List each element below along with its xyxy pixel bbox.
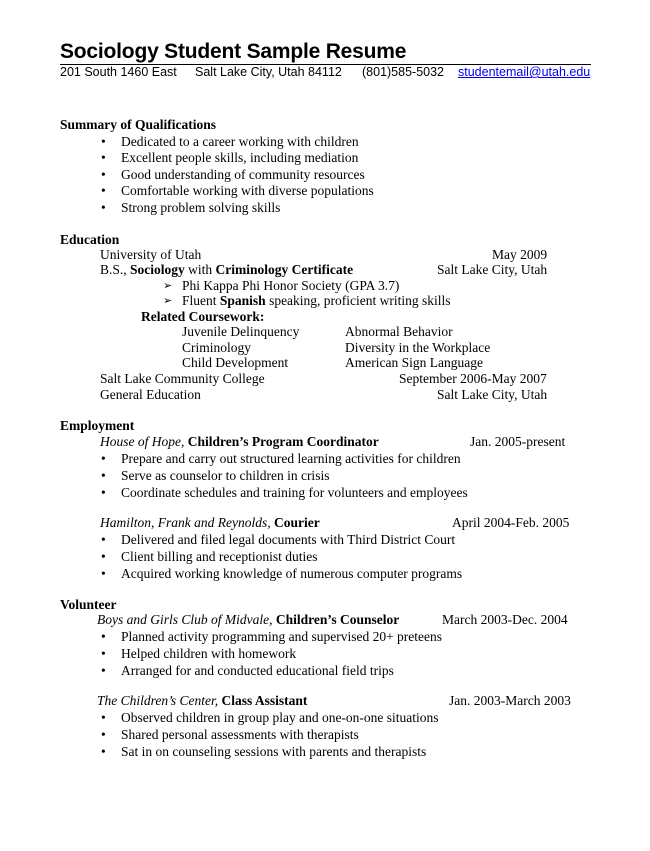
- job-date: April 2004-Feb. 2005: [452, 515, 570, 530]
- arrow-bullet-icon: ➢: [163, 295, 173, 307]
- job-title-line: Hamilton, Frank and Reynolds, Courier: [100, 515, 320, 530]
- job-date: Jan. 2003-March 2003: [449, 693, 571, 708]
- course-item: Diversity in the Workplace: [345, 340, 491, 355]
- summary-item: • Dedicated to a career working with children: [101, 134, 359, 149]
- job-duty: • Coordinate schedules and training for volunteers and employees: [101, 485, 468, 500]
- job-title-line: The Children’s Center, Class Assistant: [97, 693, 308, 708]
- honor-item: ➢ Phi Kappa Phi Honor Society (GPA 3.7): [163, 278, 400, 293]
- coursework-heading: Related Coursework:: [141, 309, 265, 324]
- school-name: University of Utah: [100, 247, 202, 262]
- job-duty: • Acquired working knowledge of numerous computer programs: [101, 566, 463, 581]
- language-item: ➢ Fluent Spanish speaking, proficient writing skills: [163, 293, 451, 308]
- school-name: Salt Lake Community College: [100, 371, 265, 386]
- school-program: General Education: [100, 387, 201, 402]
- volunteer-heading: Volunteer: [60, 597, 117, 612]
- job-date: March 2003-Dec. 2004: [442, 612, 568, 627]
- job-title-line: House of Hope, Children’s Program Coordinator: [100, 434, 379, 449]
- job-duty: • Sat in on counseling sessions with parents and therapists: [101, 744, 427, 759]
- job-duty: • Client billing and receptionist duties: [101, 549, 318, 564]
- degree-line: B.S., Sociology with Criminology Certificate: [100, 262, 354, 277]
- summary-item: • Comfortable working with diverse populations: [101, 183, 374, 198]
- job-title-line: Boys and Girls Club of Midvale, Children’s Counselor: [97, 612, 400, 627]
- employment-heading: Employment: [60, 418, 135, 433]
- contact-city: Salt Lake City, Utah 84112: [195, 65, 342, 79]
- course-item: Juvenile Delinquency: [182, 324, 300, 339]
- school-location: Salt Lake City, Utah: [437, 262, 548, 277]
- summary-item: • Excellent people skills, including mediation: [101, 150, 359, 165]
- school-date: May 2009: [492, 247, 548, 262]
- summary-item: • Strong problem solving skills: [101, 200, 281, 215]
- contact-address: 201 South 1460 East: [60, 65, 177, 79]
- course-item: Child Development: [182, 355, 289, 370]
- job-duty: • Delivered and filed legal documents with Third District Court: [101, 532, 456, 547]
- job-duty: • Helped children with homework: [101, 646, 297, 661]
- course-item: Criminology: [182, 340, 252, 355]
- resume-title: Sociology Student Sample Resume: [60, 40, 407, 63]
- job-duty: • Prepare and carry out structured learning activities for children: [101, 451, 461, 466]
- summary-item: • Good understanding of community resources: [101, 167, 365, 182]
- job-duty: • Arranged for and conducted educational field trips: [101, 663, 394, 678]
- school-date: September 2006-May 2007: [399, 371, 547, 386]
- job-duty: • Shared personal assessments with therapists: [101, 727, 359, 742]
- course-item: Abnormal Behavior: [345, 324, 453, 339]
- contact-phone: (801)585-5032: [362, 65, 445, 79]
- job-date: Jan. 2005-present: [470, 434, 566, 449]
- school-location: Salt Lake City, Utah: [437, 387, 548, 402]
- job-duty: • Observed children in group play and one-on-one situations: [101, 710, 439, 725]
- contact-email-link[interactable]: studentemail@utah.edu: [458, 65, 591, 79]
- job-duty: • Planned activity programming and supervised 20+ preteens: [101, 629, 443, 644]
- arrow-bullet-icon: ➢: [163, 280, 173, 292]
- summary-heading: Summary of Qualifications: [60, 117, 217, 132]
- course-item: American Sign Language: [345, 355, 483, 370]
- education-heading: Education: [60, 232, 120, 247]
- job-duty: • Serve as counselor to children in crisis: [101, 468, 330, 483]
